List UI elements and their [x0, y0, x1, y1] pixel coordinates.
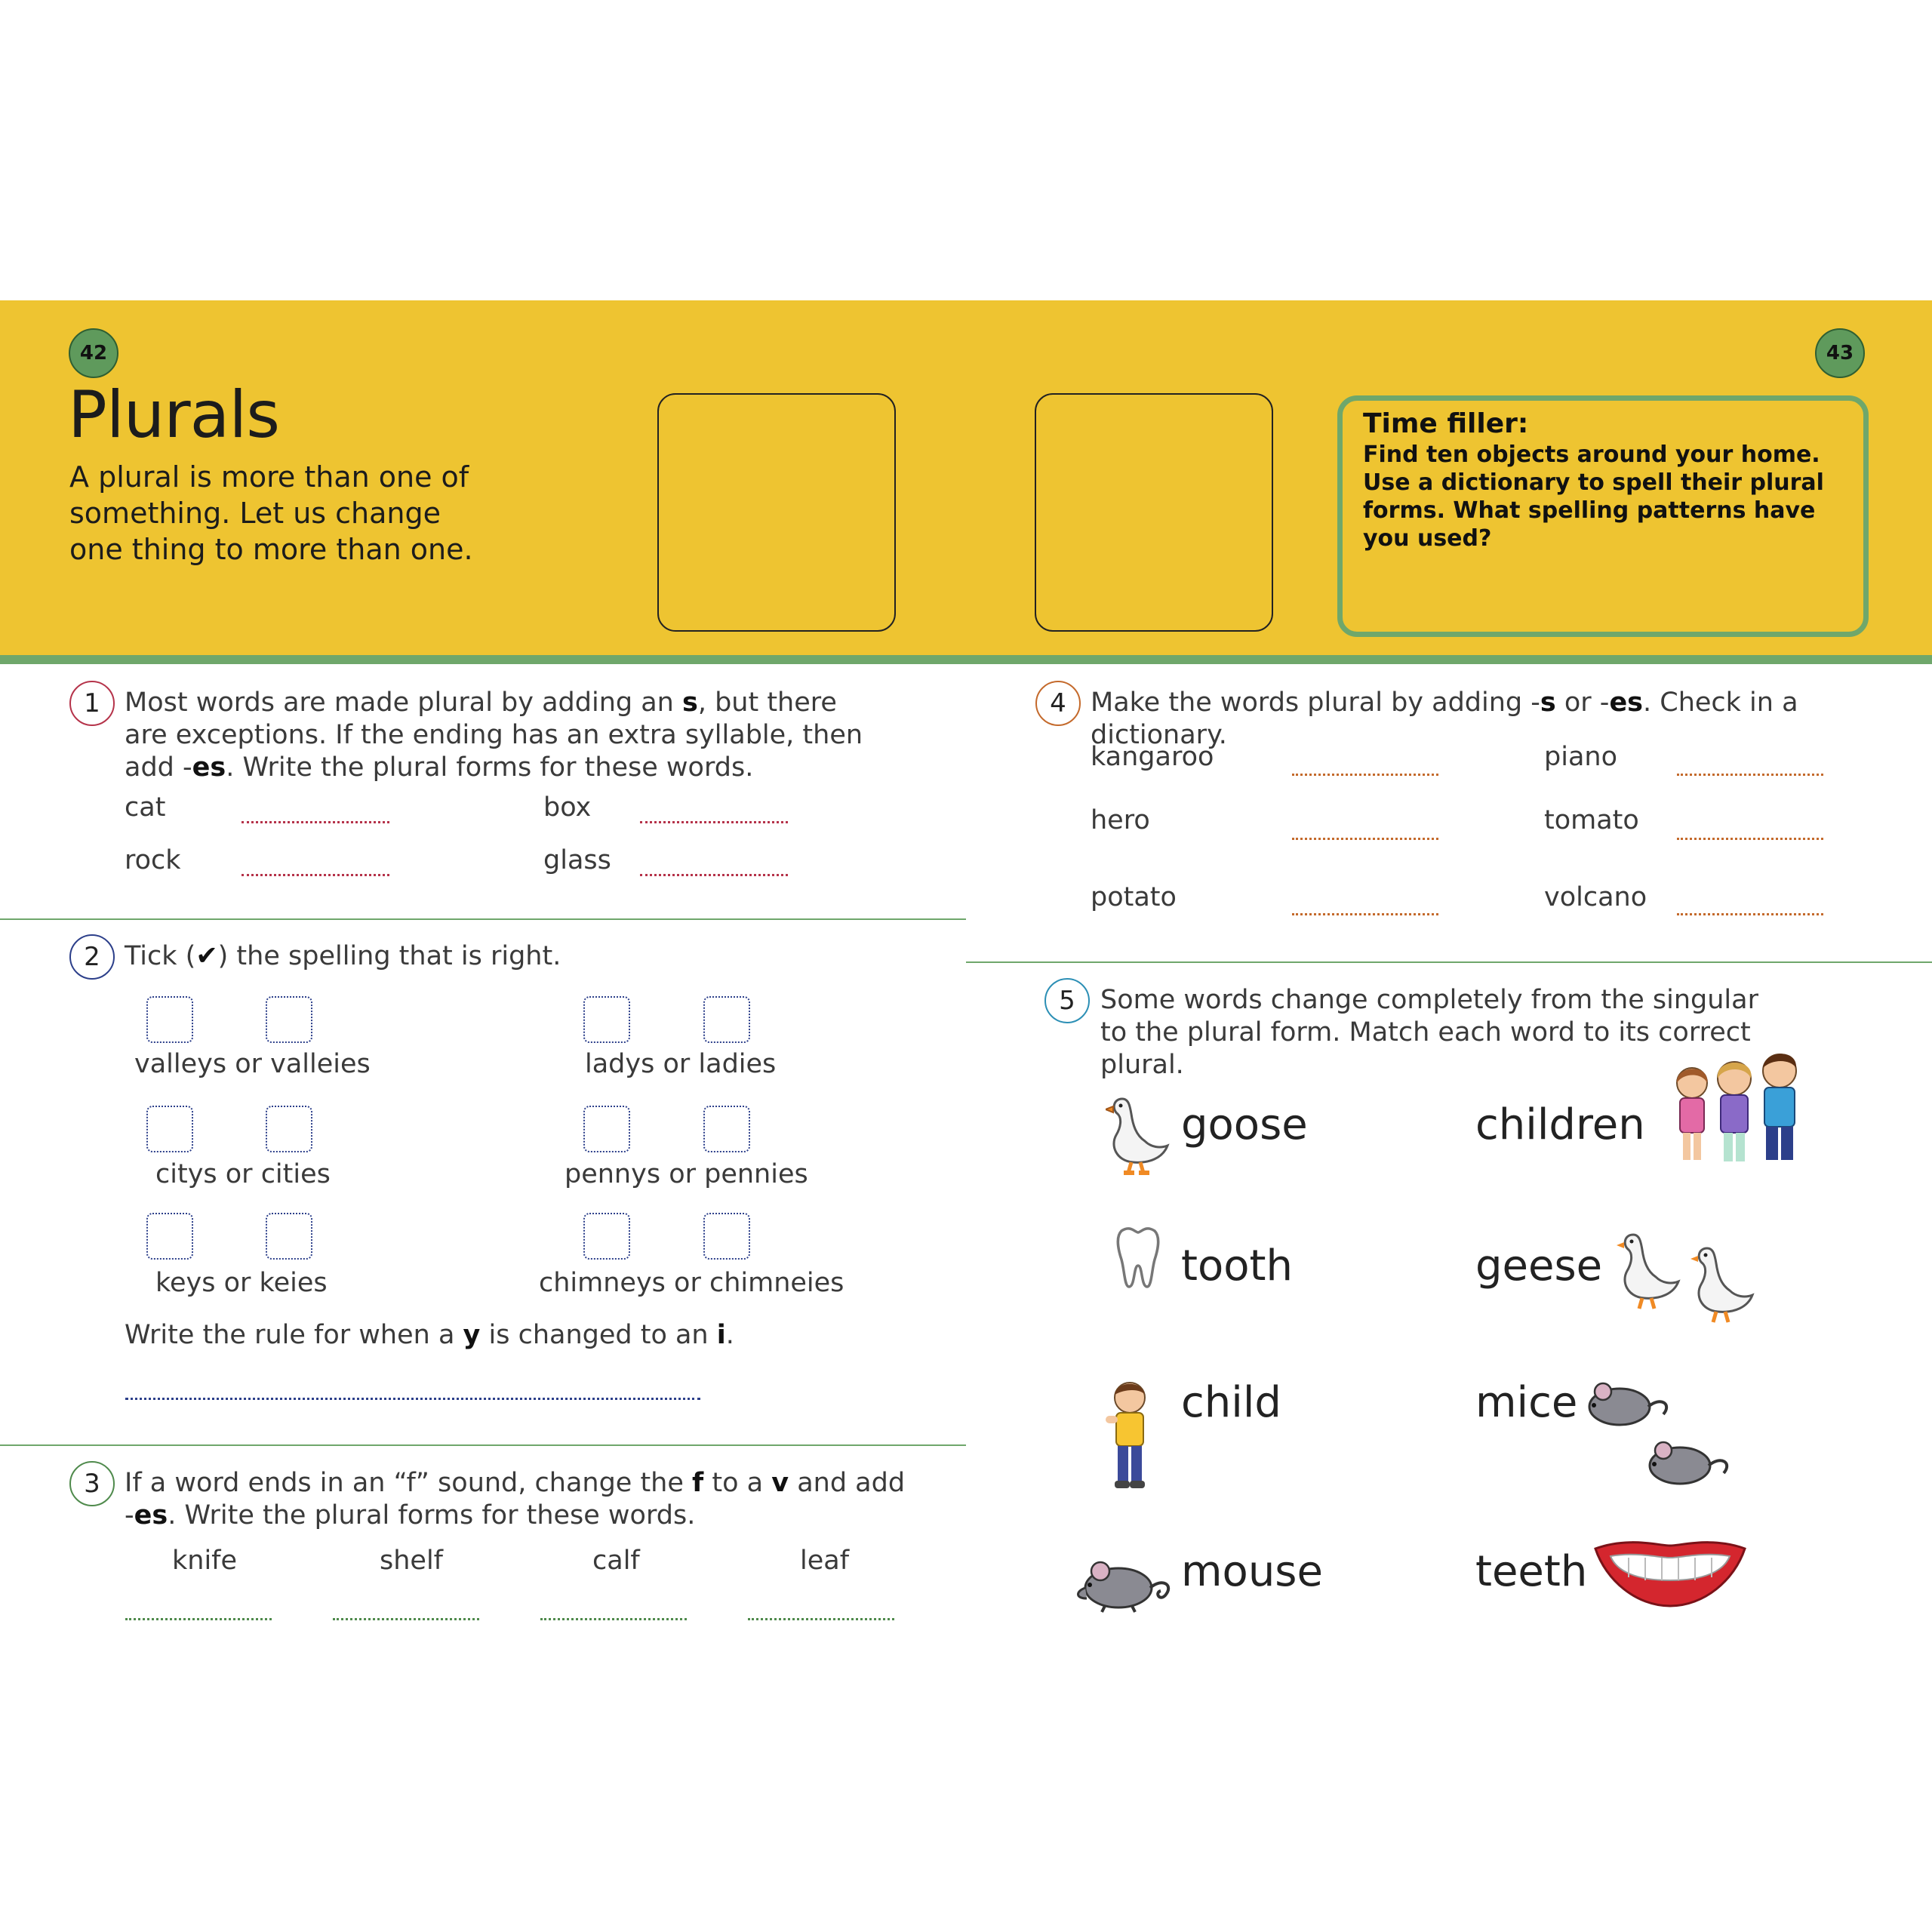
tick-box-valleies[interactable] [266, 996, 312, 1043]
tick-box-citys[interactable] [146, 1106, 193, 1152]
q4-word-potato: potato [1091, 882, 1177, 912]
question-1-text: Most words are made plural by adding an s, but there are exceptions. If the ending has an extra syllable, then add -es. Write the plural forms for these words. [125, 688, 863, 783]
geese-illustration [1615, 1229, 1758, 1325]
q4-word-kangaroo: kangaroo [1091, 742, 1214, 772]
tick-box-pennys[interactable] [583, 1106, 630, 1152]
q1-word-box: box [543, 792, 592, 823]
tick-box-pennies[interactable] [703, 1106, 750, 1152]
teeth-illustration [1591, 1535, 1749, 1611]
goose-illustration [1106, 1093, 1174, 1177]
tick-box-keys[interactable] [146, 1213, 193, 1260]
q4-answer-line-kangaroo[interactable] [1292, 774, 1438, 776]
q3-answer-line-knife[interactable] [125, 1618, 272, 1620]
time-filler-heading: Time filler: [1363, 408, 1529, 439]
tooth-illustration [1115, 1226, 1161, 1291]
q3-answer-line-calf[interactable] [540, 1618, 687, 1620]
q4-word-hero: hero [1091, 805, 1150, 835]
q1-word-glass: glass [543, 845, 611, 875]
pair-ladys: ladys or ladies [585, 1049, 777, 1079]
match-word-children[interactable]: children [1475, 1100, 1645, 1149]
question-2-number: 2 [69, 934, 115, 980]
header-underline [0, 655, 1932, 664]
q4-answer-line-hero[interactable] [1292, 838, 1438, 840]
match-word-tooth[interactable]: tooth [1181, 1241, 1293, 1291]
q1-answer-line-rock[interactable] [242, 874, 389, 876]
match-word-goose[interactable]: goose [1181, 1100, 1308, 1149]
question-4-text: Make the words plural by adding -s or -es. Check in a dictionary. [1091, 688, 1798, 750]
q3-word-leaf: leaf [800, 1546, 850, 1576]
question-1-number: 1 [69, 681, 115, 726]
pair-keys: keys or keies [155, 1268, 328, 1298]
q3-word-shelf: shelf [380, 1546, 443, 1576]
q4-word-piano: piano [1544, 742, 1617, 772]
q4-word-tomato: tomato [1544, 805, 1639, 835]
tick-box-chimneys[interactable] [583, 1213, 630, 1260]
q3-answer-line-shelf[interactable] [333, 1618, 479, 1620]
sticker-box-1[interactable] [657, 393, 896, 632]
q1-word-rock: rock [125, 845, 181, 875]
question-5-text: Some words change completely from the singular to the plural form. Match each word to its correct plural. [1100, 985, 1758, 1080]
match-word-teeth[interactable]: teeth [1475, 1547, 1588, 1596]
match-word-mice[interactable]: mice [1475, 1378, 1578, 1427]
q1-answer-line-cat[interactable] [242, 821, 389, 823]
tick-box-valleys[interactable] [146, 996, 193, 1043]
rule-prompt: Write the rule for when a y is changed to an i. [125, 1320, 734, 1350]
divider-q4 [966, 961, 1932, 963]
mice-illustration [1577, 1374, 1743, 1498]
children-illustration [1668, 1044, 1811, 1168]
match-word-mouse[interactable]: mouse [1181, 1547, 1323, 1596]
mouse-illustration [1072, 1555, 1177, 1615]
q1-word-cat: cat [125, 792, 166, 823]
tick-box-keies[interactable] [266, 1213, 312, 1260]
tick-box-ladies[interactable] [703, 996, 750, 1043]
rule-answer-line[interactable] [125, 1398, 700, 1400]
q4-answer-line-potato[interactable] [1292, 913, 1438, 915]
tick-box-ladys[interactable] [583, 996, 630, 1043]
q3-answer-line-leaf[interactable] [748, 1618, 894, 1620]
question-5-number: 5 [1044, 978, 1090, 1023]
pair-valleys: valleys or valleies [134, 1049, 371, 1079]
divider-q2 [0, 1444, 966, 1446]
q3-word-calf: calf [592, 1546, 640, 1576]
pair-citys: citys or cities [155, 1159, 331, 1189]
child-illustration [1098, 1378, 1158, 1495]
tick-box-cities[interactable] [266, 1106, 312, 1152]
sticker-box-2[interactable] [1035, 393, 1273, 632]
q4-word-volcano: volcano [1544, 882, 1647, 912]
q1-answer-line-glass[interactable] [640, 874, 788, 876]
match-word-geese[interactable]: geese [1475, 1241, 1603, 1291]
q3-word-knife: knife [172, 1546, 238, 1576]
match-word-child[interactable]: child [1181, 1378, 1281, 1427]
pair-chimneys: chimneys or chimneies [539, 1268, 844, 1298]
divider-q1 [0, 918, 966, 920]
question-3-number: 3 [69, 1461, 115, 1506]
q4-answer-line-volcano[interactable] [1677, 913, 1823, 915]
question-4-number: 4 [1035, 681, 1081, 726]
q4-answer-line-tomato[interactable] [1677, 838, 1823, 840]
question-3-text: If a word ends in an “f” sound, change the f to a v and add -es. Write the plural forms for these words. [125, 1468, 906, 1531]
pair-pennys: pennys or pennies [565, 1159, 808, 1189]
time-filler-text: Find ten objects around your home. Use a dictionary to spell their plural forms. What spelling patterns have you used? [1363, 441, 1824, 552]
question-2-instruction: Tick (✔) the spelling that is right. [125, 941, 561, 971]
intro-text: A plural is more than one of something. Let us change one thing to more than one. [69, 460, 473, 566]
tick-box-chimneies[interactable] [703, 1213, 750, 1260]
q1-answer-line-box[interactable] [640, 821, 788, 823]
page-title: Plurals [68, 377, 280, 453]
page-number-right: 43 [1815, 328, 1865, 378]
q4-answer-line-piano[interactable] [1677, 774, 1823, 776]
page-number-left: 42 [69, 328, 118, 378]
